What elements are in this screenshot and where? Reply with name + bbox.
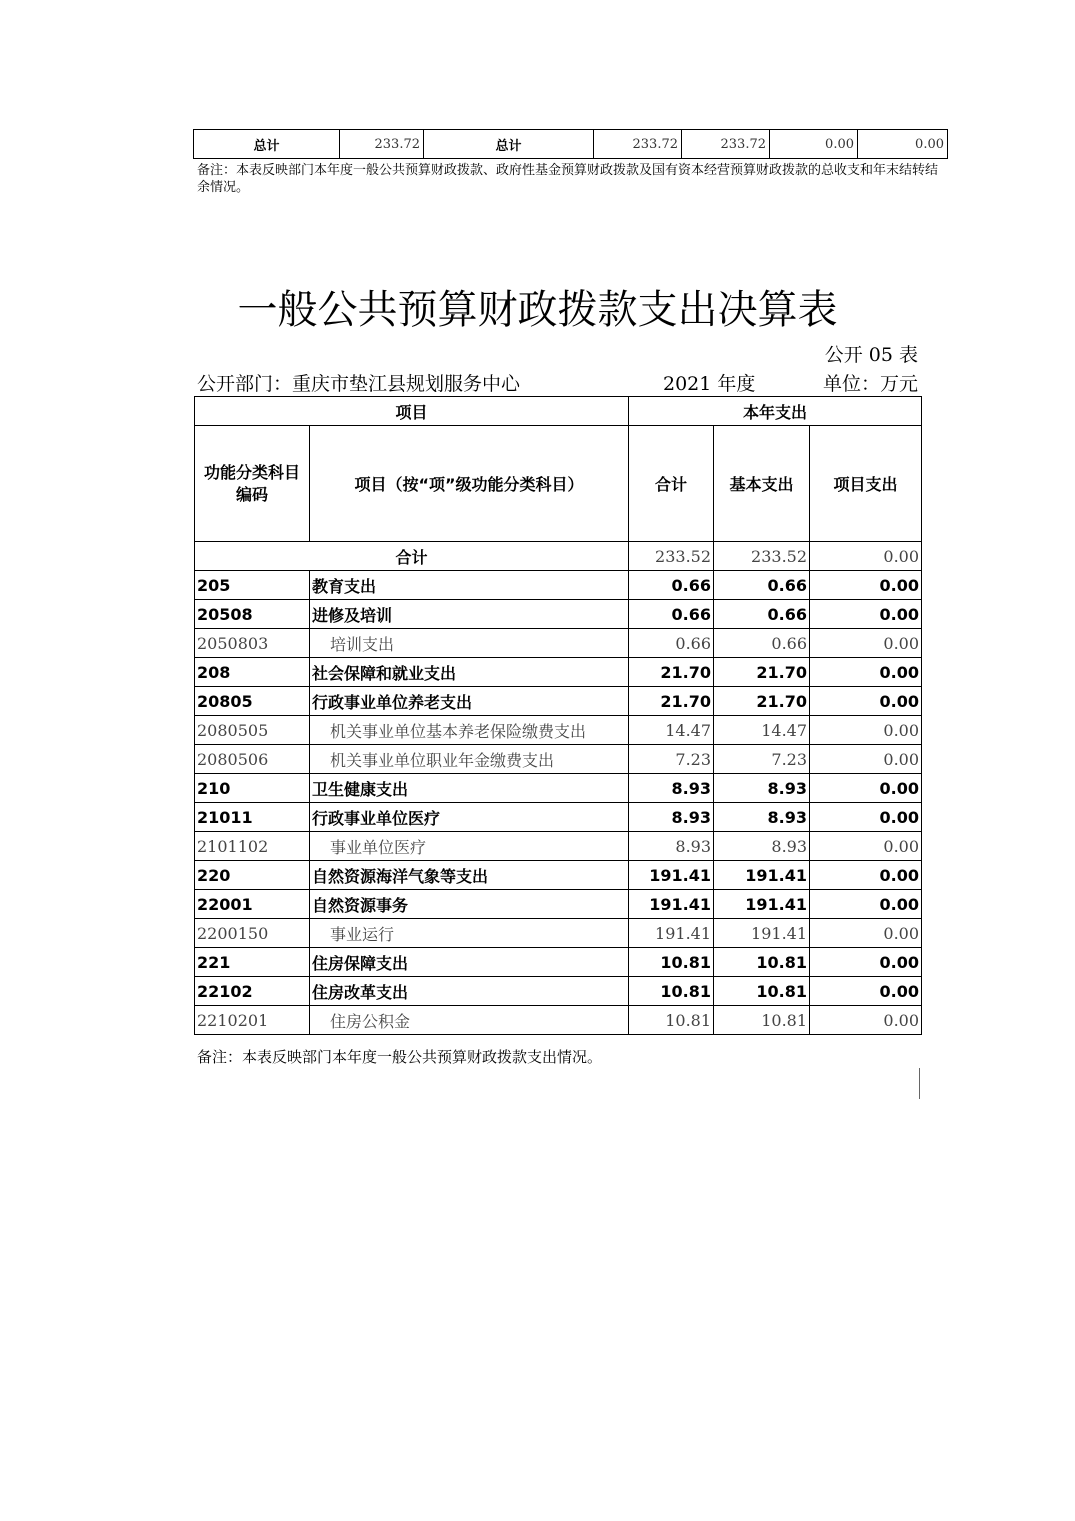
row-basic: 0.66 (714, 571, 810, 600)
row-code: 2050803 (195, 629, 310, 658)
table-row (195, 687, 922, 716)
header-project: 项目 (195, 397, 629, 426)
header-current-year: 本年支出 (629, 397, 922, 426)
expenditure-table (194, 396, 922, 1035)
table-row (195, 1006, 922, 1035)
row-project: 0.00 (810, 977, 922, 1006)
row-code: 2200150 (195, 919, 310, 948)
row-name: 事业运行 (310, 919, 629, 948)
row-basic: 21.70 (714, 687, 810, 716)
row-code: 205 (195, 571, 310, 600)
row-name: 事业单位医疗 (310, 832, 629, 861)
row-basic: 21.70 (714, 658, 810, 687)
table-row (195, 571, 922, 600)
table-row (195, 919, 922, 948)
row-total: 21.70 (629, 658, 714, 687)
table-row (195, 890, 922, 919)
row-total: 191.41 (629, 861, 714, 890)
table-row (195, 658, 922, 687)
row-name: 卫生健康支出 (310, 774, 629, 803)
total-project: 0.00 (810, 542, 922, 571)
carryover-total-label: 总计 (194, 130, 340, 159)
row-basic: 0.66 (714, 629, 810, 658)
row-code: 220 (195, 861, 310, 890)
row-name: 教育支出 (310, 571, 629, 600)
row-name: 培训支出 (310, 629, 629, 658)
row-code: 2210201 (195, 1006, 310, 1035)
row-total: 0.66 (629, 571, 714, 600)
row-total: 10.81 (629, 977, 714, 1006)
department-label: 公开部门：重庆市垫江县规划服务中心 (197, 373, 521, 395)
row-project: 0.00 (810, 890, 922, 919)
row-code: 22001 (195, 890, 310, 919)
table-row (195, 977, 922, 1006)
row-code: 210 (195, 774, 310, 803)
table-total-row (195, 542, 922, 571)
row-total: 21.70 (629, 687, 714, 716)
row-name: 自然资源海洋气象等支出 (310, 861, 629, 890)
row-code: 20805 (195, 687, 310, 716)
row-project: 0.00 (810, 861, 922, 890)
table-row (195, 629, 922, 658)
page-title: 一般公共预算财政拨款支出决算表 (237, 287, 838, 333)
row-project: 0.00 (810, 774, 922, 803)
row-name: 自然资源事务 (310, 890, 629, 919)
row-basic: 191.41 (714, 919, 810, 948)
header-total: 合计 (629, 426, 714, 542)
row-name: 社会保障和就业支出 (310, 658, 629, 687)
row-total: 10.81 (629, 1006, 714, 1035)
row-basic: 8.93 (714, 774, 810, 803)
table-code: 公开 05 表 (824, 344, 918, 366)
divider-line (919, 1068, 920, 1099)
row-project: 0.00 (810, 745, 922, 774)
row-project: 0.00 (810, 600, 922, 629)
row-project: 0.00 (810, 571, 922, 600)
row-code: 22102 (195, 977, 310, 1006)
table-row (195, 803, 922, 832)
table-row (195, 832, 922, 861)
row-code: 2080506 (195, 745, 310, 774)
row-name: 机关事业单位职业年金缴费支出 (310, 745, 629, 774)
row-basic: 14.47 (714, 716, 810, 745)
row-total: 8.93 (629, 774, 714, 803)
row-code: 221 (195, 948, 310, 977)
table-row (195, 948, 922, 977)
fiscal-year: 2021 年度 (663, 373, 756, 395)
row-total: 191.41 (629, 919, 714, 948)
table-row (195, 774, 922, 803)
row-name: 住房改革支出 (310, 977, 629, 1006)
row-basic: 10.81 (714, 977, 810, 1006)
header-name: 项目（按“项”级功能分类科目） (310, 426, 629, 542)
unit-label: 单位：万元 (822, 373, 918, 395)
carryover-state-capital: 0.00 (858, 130, 948, 159)
row-total: 7.23 (629, 745, 714, 774)
row-name: 住房公积金 (310, 1006, 629, 1035)
row-project: 0.00 (810, 629, 922, 658)
total-label: 合计 (195, 542, 629, 571)
row-basic: 7.23 (714, 745, 810, 774)
header-code: 功能分类科目编码 (195, 426, 310, 542)
carryover-general-budget: 233.72 (682, 130, 770, 159)
row-basic: 10.81 (714, 948, 810, 977)
row-basic: 8.93 (714, 832, 810, 861)
row-basic: 191.41 (714, 890, 810, 919)
table-row (195, 745, 922, 774)
total-amount: 233.52 (629, 542, 714, 571)
row-code: 2101102 (195, 832, 310, 861)
carryover-expense-label: 总计 (424, 130, 594, 159)
row-total: 191.41 (629, 890, 714, 919)
row-code: 21011 (195, 803, 310, 832)
carryover-income-total: 233.72 (340, 130, 424, 159)
carryover-expense-total: 233.72 (594, 130, 682, 159)
row-total: 0.66 (629, 600, 714, 629)
carryover-total-row (193, 129, 948, 159)
row-project: 0.00 (810, 687, 922, 716)
row-basic: 10.81 (714, 1006, 810, 1035)
note-bottom: 备注：本表反映部门本年度一般公共预算财政拨款支出情况。 (197, 1048, 603, 1066)
table-row (195, 716, 922, 745)
row-total: 14.47 (629, 716, 714, 745)
carryover-government-fund: 0.00 (770, 130, 858, 159)
row-project: 0.00 (810, 832, 922, 861)
row-basic: 191.41 (714, 861, 810, 890)
row-project: 0.00 (810, 919, 922, 948)
total-basic: 233.52 (714, 542, 810, 571)
row-name: 住房保障支出 (310, 948, 629, 977)
row-basic: 8.93 (714, 803, 810, 832)
row-name: 行政事业单位医疗 (310, 803, 629, 832)
row-project: 0.00 (810, 1006, 922, 1035)
row-project: 0.00 (810, 716, 922, 745)
row-total: 8.93 (629, 803, 714, 832)
table-row (195, 861, 922, 890)
row-project: 0.00 (810, 803, 922, 832)
row-code: 2080505 (195, 716, 310, 745)
row-basic: 0.66 (714, 600, 810, 629)
row-total: 0.66 (629, 629, 714, 658)
row-name: 行政事业单位养老支出 (310, 687, 629, 716)
row-code: 20508 (195, 600, 310, 629)
note-top: 备注：本表反映部门本年度一般公共预算财政拨款、政府性基金预算财政拨款及国有资本经营预算财政拨款的总收支和年末结转结余情况。 (197, 163, 939, 195)
row-code: 208 (195, 658, 310, 687)
row-project: 0.00 (810, 658, 922, 687)
header-project-expense: 项目支出 (810, 426, 922, 542)
row-total: 10.81 (629, 948, 714, 977)
row-name: 机关事业单位基本养老保险缴费支出 (310, 716, 629, 745)
row-name: 进修及培训 (310, 600, 629, 629)
row-project: 0.00 (810, 948, 922, 977)
table-row (195, 600, 922, 629)
header-basic: 基本支出 (714, 426, 810, 542)
row-total: 8.93 (629, 832, 714, 861)
